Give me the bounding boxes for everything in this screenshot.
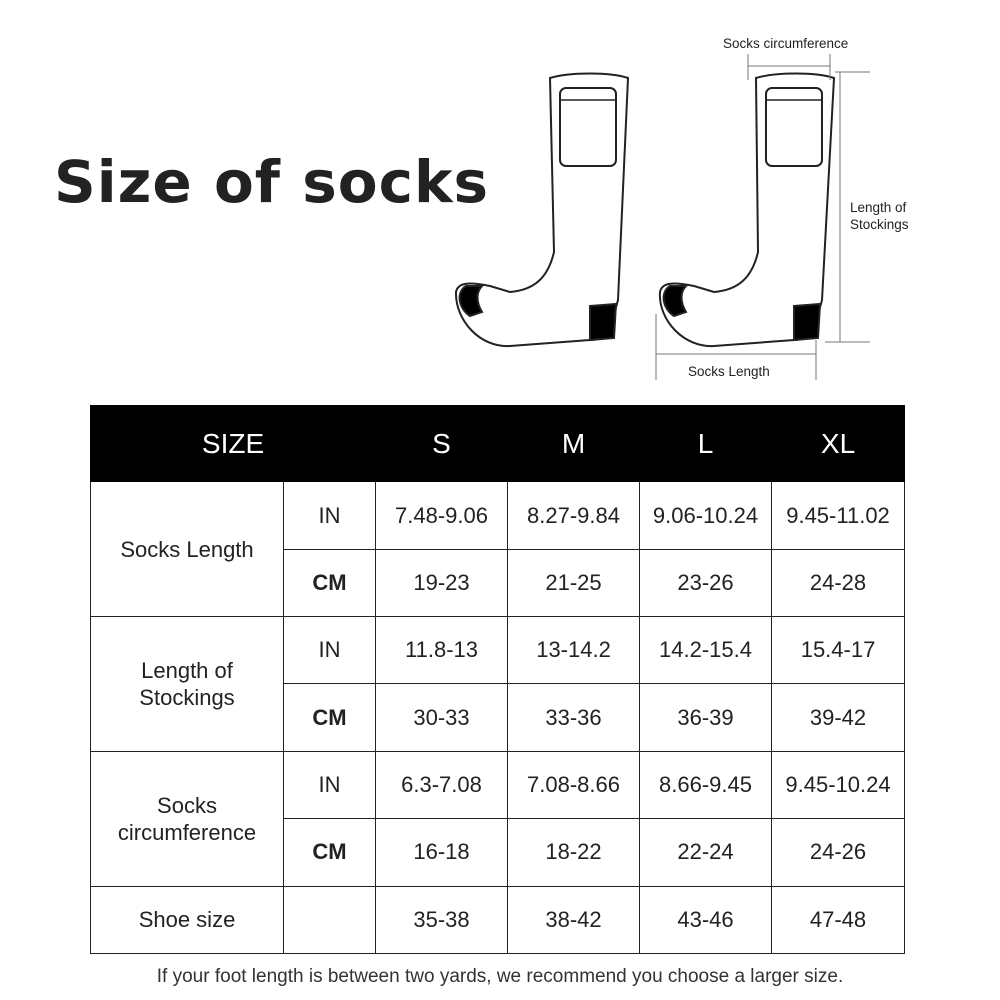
table-cell: 15.4-17 — [772, 617, 905, 684]
row-label-text: Stockings — [139, 684, 235, 710]
table-cell: 18-22 — [508, 819, 640, 886]
table-cell: 43-46 — [640, 886, 772, 953]
table-cell: 36-39 — [640, 684, 772, 751]
table-cell: 22-24 — [640, 819, 772, 886]
sock-illustration-right — [660, 74, 834, 347]
table-cell: 9.45-10.24 — [772, 751, 905, 818]
row-label-length-of-stockings — [91, 617, 284, 752]
table-cell: 11.8-13 — [376, 617, 508, 684]
sock-illustration-left — [456, 74, 628, 347]
header-size-l: L — [640, 406, 772, 482]
header-size-label: SIZE — [91, 406, 376, 482]
table-row — [91, 886, 905, 953]
table-cell: 9.45-11.02 — [772, 482, 905, 549]
header-size-m: M — [508, 406, 640, 482]
unit-in: IN — [284, 482, 376, 549]
row-label-text: Socks Length — [120, 536, 254, 562]
table-cell: 23-26 — [640, 549, 772, 616]
table-cell: 38-42 — [508, 886, 640, 953]
header-size-xl: XL — [772, 406, 905, 482]
table-cell: 30-33 — [376, 684, 508, 751]
row-label-text: Length of — [141, 657, 233, 683]
length-of-stockings-label-line1: Length of — [850, 200, 907, 215]
table-cell: 6.3-7.08 — [376, 751, 508, 818]
table-cell: 39-42 — [772, 684, 905, 751]
table-cell: 8.27-9.84 — [508, 482, 640, 549]
footer-note: If your foot length is between two yards, we recommend you choose a larger size. — [156, 966, 844, 987]
table-cell: 7.48-9.06 — [376, 482, 508, 549]
row-label-shoe-size: Shoe size — [91, 886, 284, 953]
unit-cm: CM — [284, 684, 376, 751]
row-label-socks-length — [91, 482, 284, 617]
unit-cm: CM — [284, 819, 376, 886]
table-row — [91, 482, 905, 549]
table-cell: 13-14.2 — [508, 617, 640, 684]
table-cell: 16-18 — [376, 819, 508, 886]
table-row — [91, 617, 905, 684]
table-cell: 47-48 — [772, 886, 905, 953]
page-title: Size of socks — [54, 148, 490, 216]
table-cell: 9.06-10.24 — [640, 482, 772, 549]
row-label-text: circumference — [117, 819, 257, 845]
length-of-stockings-label-line2: Stockings — [850, 217, 909, 232]
table-cell: 33-36 — [508, 684, 640, 751]
row-label-text: Socks — [157, 792, 217, 818]
table-row — [91, 751, 905, 818]
table-header-row — [91, 406, 905, 482]
table-cell: 24-26 — [772, 819, 905, 886]
table-cell: 24-28 — [772, 549, 905, 616]
socks-length-label: Socks Length — [688, 364, 770, 379]
row-label-socks-circumference — [91, 751, 284, 886]
unit-cm: CM — [284, 549, 376, 616]
unit-in: IN — [284, 617, 376, 684]
table-cell: 8.66-9.45 — [640, 751, 772, 818]
socks-circumference-label: Socks circumference — [723, 36, 849, 51]
table-cell: 7.08-8.66 — [508, 751, 640, 818]
size-chart-table — [90, 405, 905, 954]
empty-unit-cell — [284, 886, 376, 953]
table-cell: 35-38 — [376, 886, 508, 953]
table-cell: 19-23 — [376, 549, 508, 616]
unit-in: IN — [284, 751, 376, 818]
socks-diagram — [430, 20, 950, 390]
table-cell: 14.2-15.4 — [640, 617, 772, 684]
header-size-s: S — [376, 406, 508, 482]
table-cell: 21-25 — [508, 549, 640, 616]
